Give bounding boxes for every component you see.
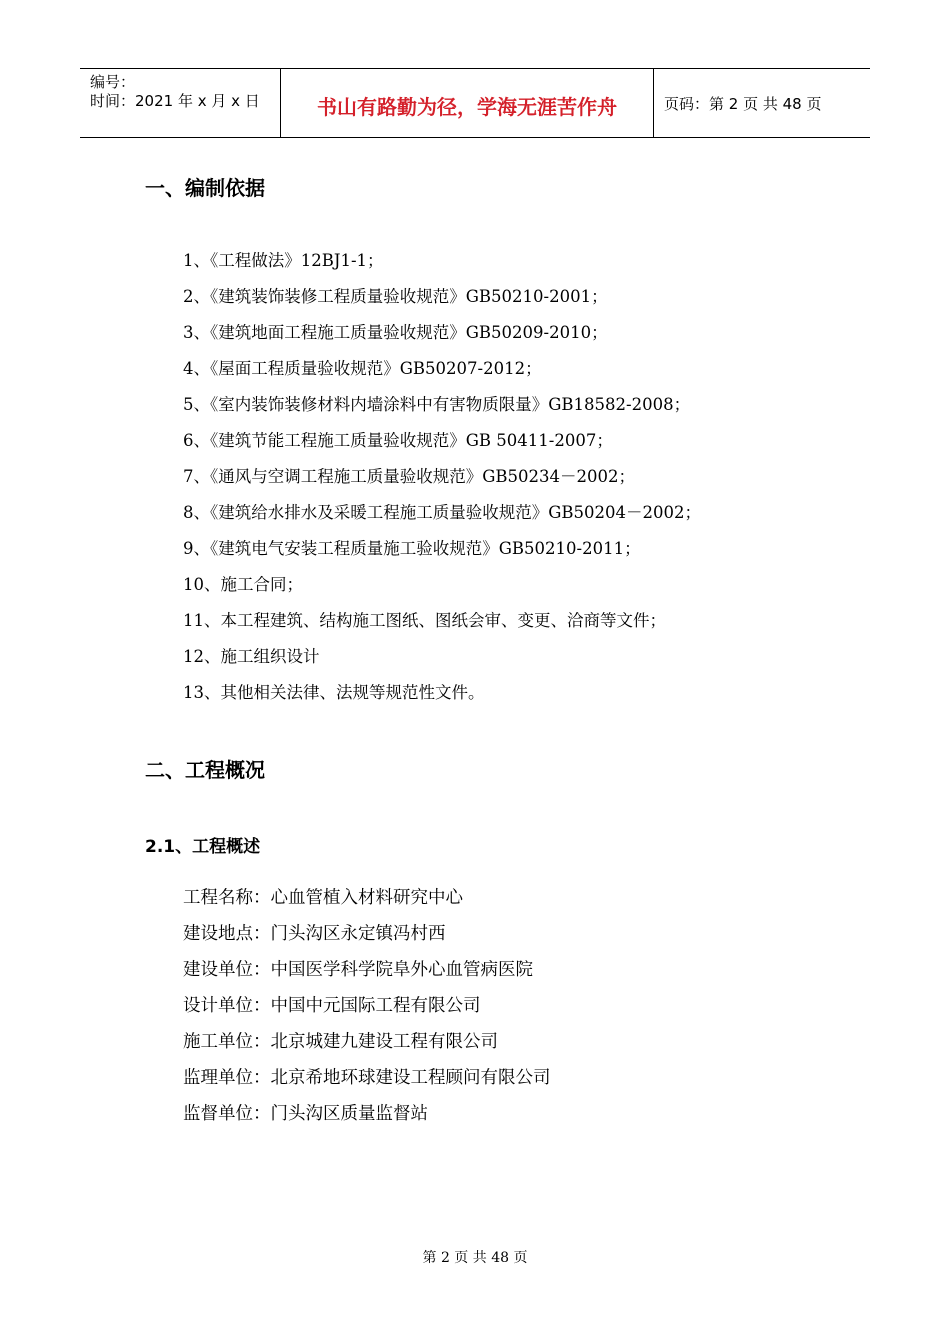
info-item: 建设单位：中国医学科学院阜外心血管病医院: [183, 960, 533, 980]
header-motto: 书山有路勤为径，学海无涯苦作舟: [317, 95, 617, 119]
info-item: 设计单位：中国中元国际工程有限公司: [183, 996, 481, 1016]
header-motto-cell: [281, 69, 654, 137]
info-item: 工程名称：心血管植入材料研究中心: [183, 888, 463, 908]
list-item: 13、其他相关法律、法规等规范性文件。: [183, 683, 485, 702]
document-number-label: 编号：: [90, 73, 136, 91]
page-footer: 第 2 页 共 48 页: [422, 1250, 528, 1266]
list-item: 12、施工组织设计: [183, 647, 320, 666]
list-item: 11、本工程建筑、结构施工图纸、图纸会审、变更、洽商等文件；: [183, 611, 666, 630]
section-title-overview: 二、工程概况: [145, 758, 265, 782]
list-item: 9、《建筑电气安装工程质量施工验收规范》GB50210-2011；: [183, 539, 641, 558]
header-meta-cell: [80, 69, 281, 137]
list-item: 6、《建筑节能工程施工质量验收规范》GB 50411-2007；: [183, 431, 613, 450]
list-item: 5、《室内装饰装修材料内墙涂料中有害物质限量》GB18582-2008；: [183, 395, 691, 414]
info-item: 建设地点：门头沟区永定镇冯村西: [183, 924, 446, 944]
header-page-cell: [654, 69, 870, 137]
project-info-list: [183, 886, 551, 1138]
info-item: 监督单位：门头沟区质量监督站: [183, 1104, 428, 1124]
list-item: 4、《屋面工程质量验收规范》GB50207-2012；: [183, 359, 542, 378]
header-page-info: 页码：第 2 页 共 48 页: [664, 95, 822, 113]
subsection-title: 2.1、工程概述: [145, 837, 261, 857]
info-item: 监理单位：北京希地环球建设工程顾问有限公司: [183, 1068, 551, 1088]
list-item: 8、《建筑给水排水及采暖工程施工质量验收规范》GB50204－2002；: [183, 503, 702, 522]
info-item: 施工单位：北京城建九建设工程有限公司: [183, 1032, 498, 1052]
basis-list: [183, 249, 701, 717]
list-item: 10、施工合同；: [183, 575, 303, 594]
list-item: 7、《通风与空调工程施工质量验收规范》GB50234－2002；: [183, 467, 636, 486]
list-item: 1、《工程做法》12BJ1-1；: [183, 251, 384, 270]
list-item: 3、《建筑地面工程施工质量验收规范》GB50209-2010；: [183, 323, 608, 342]
list-item: 2、《建筑装饰装修工程质量验收规范》GB50210-2001；: [183, 287, 608, 306]
page-header: [80, 68, 870, 138]
document-date: 时间：2021 年 x 月 x 日: [90, 92, 260, 110]
section-title-basis: 一、编制依据: [145, 176, 265, 200]
